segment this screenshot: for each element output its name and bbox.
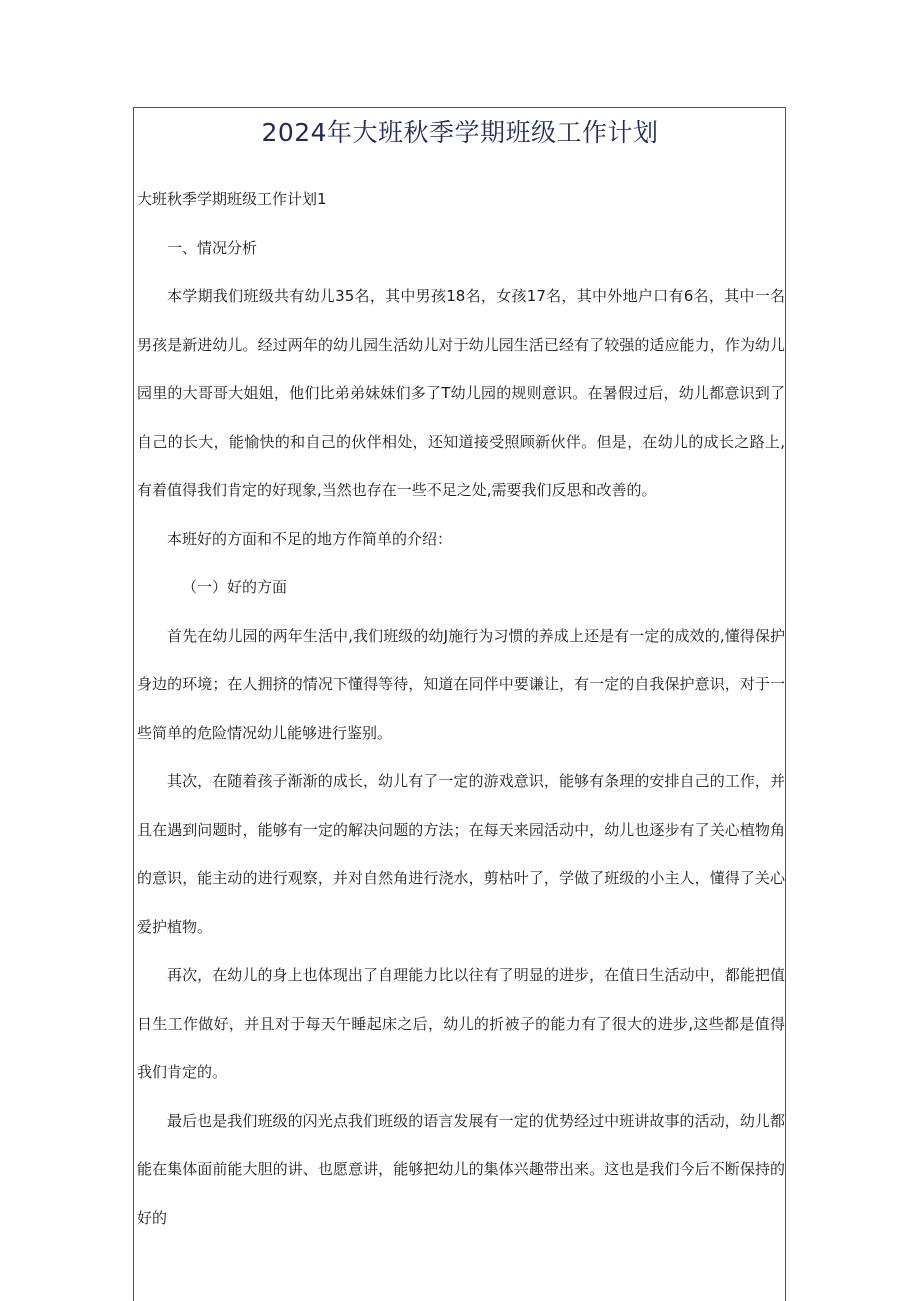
section-heading: 一、情况分析 (167, 238, 258, 257)
document-subtitle: 大班秋季学期班级工作计划1 (137, 190, 327, 208)
document-title: 2024年大班秋季学期班级工作计划 (261, 118, 659, 147)
paragraph: 最后也是我们班级的闪光点我们班级的语言发展有一定的优势经过中班讲故事的活动，幼儿都能在集体面前能大胆的讲、也愿意讲，能够把幼儿的集体兴趣带出来。这也是我们今后不断保持的好的 (137, 1111, 785, 1227)
paragraph: 其次，在随着孩子渐渐的成长，幼儿有了一定的游戏意识，能够有条理的安排自己的工作，并且在遇到问题时，能够有一定的解决问题的方法；在每天来园活动中，幼儿也逐步有了关心植物角的意识，能主动的进行观察，并对自然角进行浇水，剪枯叶了，学做了班级的小主人，懂得了关心爱护植物。 (137, 772, 785, 936)
paragraph: 首先在幼儿园的两年生活中,我们班级的幼J施行为习惯的养成上还是有一定的成效的,懂得保护身边的环境；在人拥挤的情况下懂得等待，知道在同伴中要谦让，有一定的自我保护意识，对于一些简单的危险情况幼儿能够进行鉴别。 (137, 626, 785, 742)
subsection-heading: （一）好的方面 (182, 578, 288, 596)
document-body (137, 175, 785, 1242)
paragraph: 本学期我们班级共有幼儿35名，其中男孩18名，女孩17名，其中外地户口有6名，其中一名男孩是新进幼儿。经过两年的幼儿园生活幼儿对于幼儿园生活已经有了较强的适应能力，作为幼儿园里的大哥哥大姐姐，他们比弟弟妹妹们多了T幼儿园的规则意识。在暑假过后，幼儿都意识到了自己的长大，能愉快的和自己的伙伴相处，还知道接受照顾新伙伴。但是，在幼儿的成长之路上,有着值得我们肯定的好现象,当然也存在一些不足之处,需要我们反思和改善的。 (137, 287, 785, 499)
paragraph: 本班好的方面和不足的地方作简单的介绍： (167, 529, 453, 548)
paragraph: 再次，在幼儿的身上也体现出了自理能力比以往有了明显的进步，在值日生活动中，都能把值日生工作做好，并且对于每天午睡起床之后，幼儿的折被子的能力有了很大的进步,这些都是值得我们肯定的。 (137, 966, 785, 1081)
